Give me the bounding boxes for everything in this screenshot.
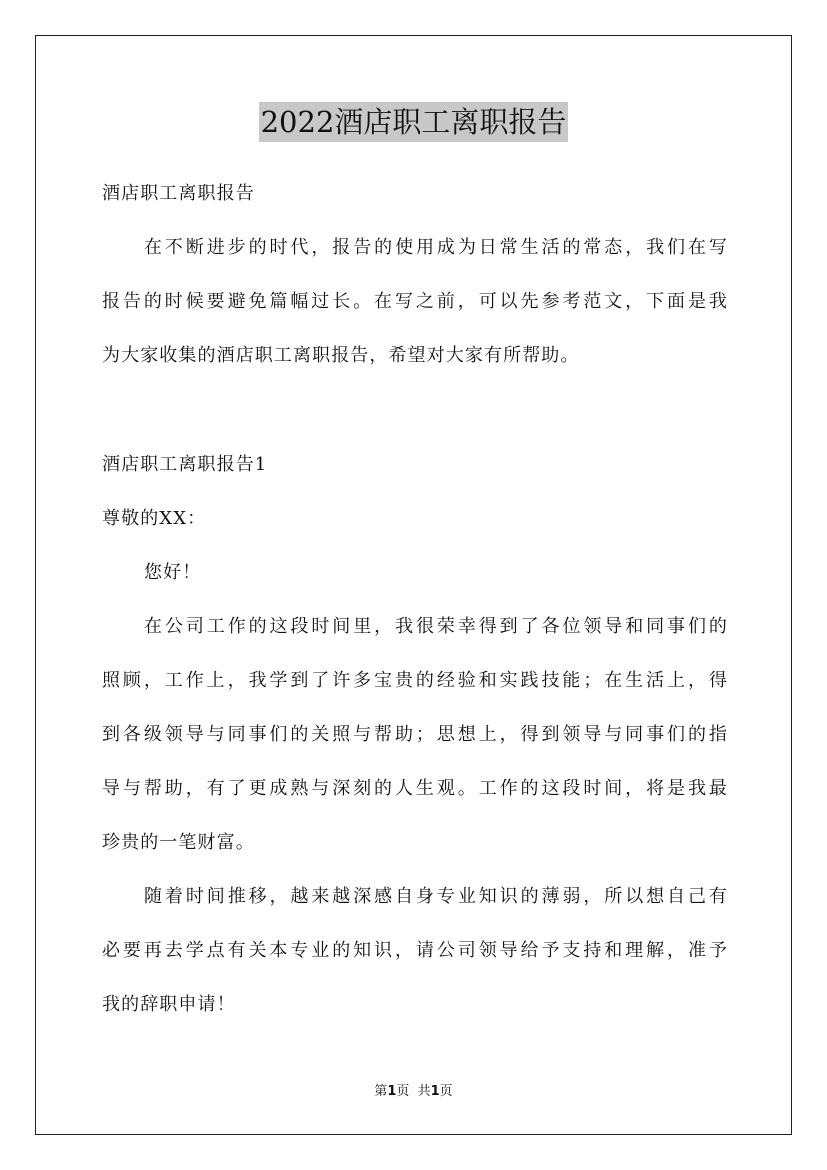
title-wrap <box>0 102 827 142</box>
section-heading: 酒店职工离职报告1 <box>102 454 268 475</box>
footer-total-pages: 1 <box>430 1084 440 1099</box>
para2-line-2: 必要再去学点有关本专业的知识，请公司领导给予支持和理解，准予 <box>102 940 728 961</box>
document-title: 2022酒店职工离职报告 <box>259 102 569 142</box>
para1-line-2: 照顾，工作上，我学到了许多宝贵的经验和实践技能；在生活上，得 <box>102 670 728 691</box>
document-subtitle: 酒店职工离职报告 <box>102 183 255 204</box>
para1-line-4: 导与帮助，有了更成熟与深刻的人生观。工作的这段时间，将是我最 <box>102 778 728 799</box>
greeting: 您好！ <box>144 562 202 583</box>
para2-line-1: 随着时间推移，越来越深感自身专业知识的薄弱，所以想自己有 <box>144 886 728 907</box>
para1-line-1: 在公司工作的这段时间里，我很荣幸得到了各位领导和同事们的 <box>144 616 728 637</box>
intro-line-3: 为大家收集的酒店职工离职报告，希望对大家有所帮助。 <box>102 345 580 366</box>
intro-line-2: 报告的时候要避免篇幅过长。在写之前，可以先参考范文，下面是我 <box>102 291 728 312</box>
intro-line-1: 在不断进步的时代，报告的使用成为日常生活的常态，我们在写 <box>144 237 728 258</box>
footer-page-number: 1 <box>387 1084 397 1099</box>
para1-line-5: 珍贵的一笔财富。 <box>102 832 255 853</box>
footer-prefix: 第 <box>374 1084 388 1099</box>
para1-line-3: 到各级领导与同事们的关照与帮助；思想上，得到领导与同事们的指 <box>102 724 728 745</box>
salutation: 尊敬的XX： <box>102 508 207 529</box>
page-footer <box>0 1083 827 1101</box>
para2-line-3: 我的辞职申请！ <box>102 994 236 1015</box>
footer-mid: 页 共 <box>396 1084 431 1099</box>
footer-suffix: 页 <box>439 1084 453 1099</box>
